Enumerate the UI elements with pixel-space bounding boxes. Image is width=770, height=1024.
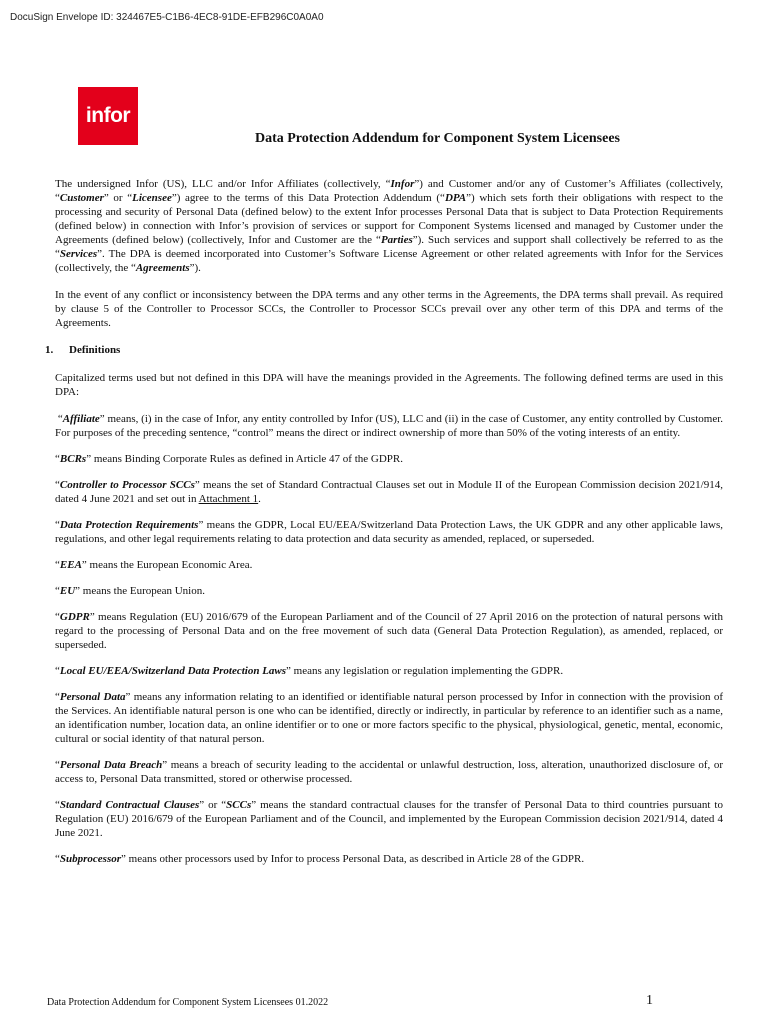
definition-personal-data-breach: “Personal Data Breach” means a breach of security leading to the accidental or unlawful destruction, loss, alteration, unauthorized disclosure of, or access to, Personal Data transmitted, stored or otherwise processed.: [55, 759, 723, 785]
definition-subprocessor: “Subprocessor” means other processors used by Infor to process Personal Data, as described in Article 28 of the GDPR.: [55, 853, 585, 865]
definition-personal-data: “Personal Data” means any information relating to an identified or identifiable natural person processed by Infor in connection with the provision of the Services. An identifiable natural person is one who can be identified, directly or indirectly, in particular by reference to an identifier such as a name, an identification number, location data, an online identifier or to one or more factors specific to the physical, physiological, genetic, mental, economic, cultural or social identity of that natural person.: [55, 691, 723, 745]
definition-affiliate: “Affiliate” means, (i) in the case of Infor, any entity controlled by Infor (US), LLC and (ii) in the case of Customer, any entity controlled by Customer. For purposes of the preceding sentence, “control” means the direct or indirect ownership of more than 50% of the voting interests of an entity.: [55, 413, 724, 439]
section-heading-definitions: 1. Definitions: [45, 344, 121, 356]
definition-standard-contractual-clauses: “Standard Contractual Clauses” or “SCCs” means the standard contractual clauses for the transfer of Personal Data to third countries pursuant to Regulation (EU) 2016/679 of the European Parliament and of the Council, and implemented by the European Commission decision 2021/914, dated 4 June 2021.: [55, 799, 723, 839]
intro-paragraph-2: In the event of any conflict or inconsistency between the DPA terms and any other terms in the Agreements, the DPA terms shall prevail. As required by clause 5 of the Controller to Processor SCCs, the Controller to Processor SCCs prevail over any other term of this DPA and terms of the Agreements.: [55, 289, 723, 329]
definition-data-protection-requirements: “Data Protection Requirements” means the GDPR, Local EU/EEA/Switzerland Data Protection Laws, the UK GDPR and any other applicable laws, regulations, and other legal requirements relating to data protection and data security as amended, replaced, or superseded.: [55, 519, 724, 545]
definition-bcrs: “BCRs” means Binding Corporate Rules as defined in Article 47 of the GDPR.: [55, 453, 403, 465]
attachment-1-link[interactable]: Attachment 1: [198, 493, 259, 505]
infor-logo: infor: [78, 87, 138, 145]
definition-eea: “EEA” means the European Economic Area.: [55, 559, 253, 571]
page-footer: Data Protection Addendum for Component System Licensees 01.2022: [47, 997, 329, 1008]
document-title: Data Protection Addendum for Component System Licensees: [254, 131, 621, 146]
definition-local-data-protection-laws: “Local EU/EEA/Switzerland Data Protection Laws” means any legislation or regulation implementing the GDPR.: [55, 665, 564, 677]
definition-gdpr: “GDPR” means Regulation (EU) 2016/679 of the European Parliament and of the Council of 27 April 2016 on the protection of natural persons with regard to the processing of Personal Data and on the free movement of such data (General Data Protection Regulation), as amended, replaced, or superseded.: [55, 611, 723, 651]
definition-eu: “EU” means the European Union.: [55, 585, 205, 597]
page-number: 1: [646, 993, 653, 1008]
document-body: [45, 177, 724, 878]
definitions-intro: Capitalized terms used but not defined in this DPA will have the meanings provided in the Agreements. The following defined terms are used in this DPA:: [55, 372, 723, 398]
intro-paragraph-1: The undersigned Infor (US), LLC and/or Infor Affiliates (collectively, “Infor”) and Customer and/or any of Customer’s Affiliates (collectively, “Customer” or “Licensee”) agree to the terms of this Data Protection Addendum (“DPA”) which sets forth their obligations with respect to the processing and security of Personal Data (defined below) to the extent Infor processes Personal Data that is subject to Data Protection Requirements (defined below) in connection with Infor’s provision of services or support for Component Systems licensed and managed by Customer under the Agreements (defined below) (collectively, Infor and Customer are the “Parties”). Such services and support shall collectively be referred to as the “Services”. The DPA is deemed incorporated into Customer’s Software License Agreement or other related agreements with Infor for the Services (collectively, the “Agreements”).: [55, 178, 724, 274]
definition-controller-to-processor-sccs: “Controller to Processor SCCs” means the set of Standard Contractual Clauses set out in Module II of the European Commission decision 2021/914, dated 4 June 2021 and set out in Attachment 1.: [55, 479, 723, 505]
envelope-id: DocuSign Envelope ID: 324467E5-C1B6-4EC8-91DE-EFB296C0A0A0: [10, 12, 324, 23]
